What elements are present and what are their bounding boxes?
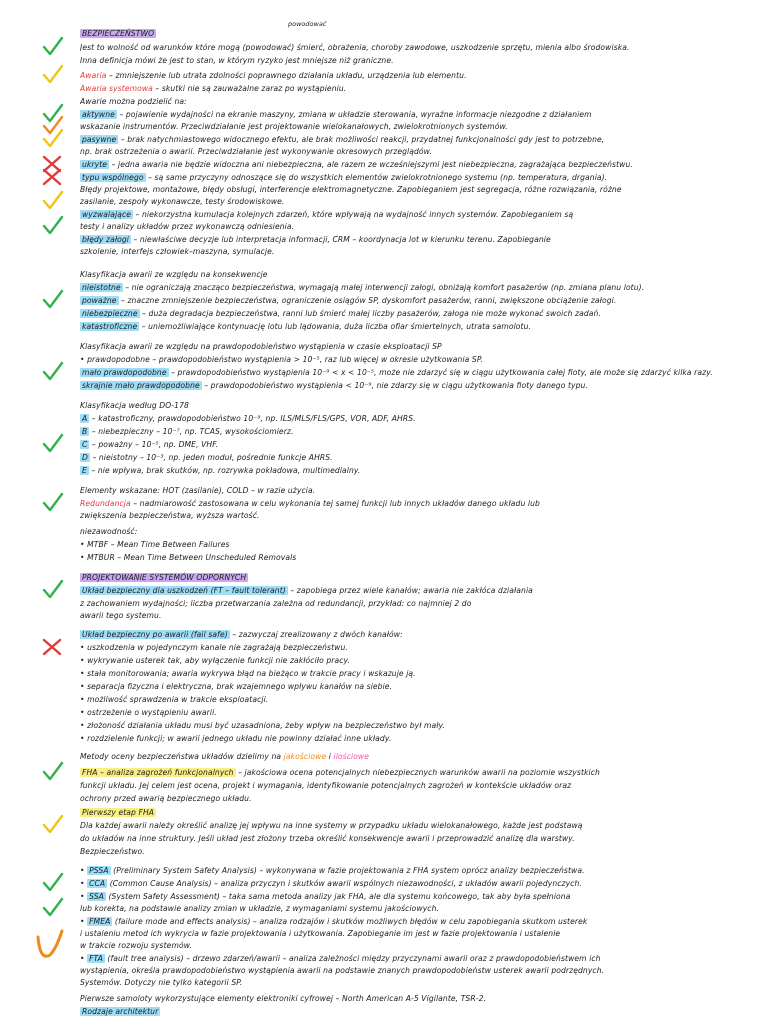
note-text: – jedna awaria nie będzie widoczna ani niebezpieczna, ale razem ze wcześniejszymi jest niebezpieczna, zagrażająca bezpieczeństwu. xyxy=(109,160,633,169)
note-line xyxy=(80,294,750,307)
note-line xyxy=(80,750,750,763)
note-term: np. brak ostrzeżenia o awarii. Przeciwdziałanie jest wykonywanie okresowych przeglądów. xyxy=(80,147,432,156)
note-line xyxy=(80,766,750,779)
note-term: aktywne xyxy=(82,110,115,119)
swoosh-mark-icon xyxy=(38,931,62,956)
note-text: – nieistotny – 10⁻³, np. jeden moduł, pośrednie funkcje AHRS. xyxy=(89,453,333,462)
note-line xyxy=(80,654,750,667)
note-text: – prawdopodobieństwo wystąpienia 10⁻⁹ < x < 10⁻⁵, może nie zdarzyć się w ciągu użytkowania całej floty, ale może się zdarzyć kilka razy. xyxy=(168,368,713,377)
note-term: MTBF – Mean Time Between Failures xyxy=(87,540,230,549)
note-term: katastroficzne xyxy=(82,322,138,331)
note-line xyxy=(80,464,750,477)
note-term: wskazanie instrumentów. Przeciwdziałanie jest projektowanie wielokanałowych, zwielokrotnionych systemów. xyxy=(80,122,508,131)
note-text: i xyxy=(326,752,334,761)
note-line xyxy=(80,220,750,233)
note-term: Pierwszy etap FHA xyxy=(82,808,155,817)
check-mark-icon xyxy=(44,363,62,379)
check-mark-icon xyxy=(44,291,62,307)
note-term: lub korekta, na podstawie analizy zmian w układzie, z wymaganiami systemu jakościowych. xyxy=(80,904,440,913)
bullet-mark: • xyxy=(80,682,88,691)
check-mark-icon xyxy=(44,117,62,133)
check-mark-icon xyxy=(44,874,62,890)
note-line xyxy=(80,939,750,952)
note-text: – nadmiarowość zastosowana w celu wykonania tej samej funkcji lub innych układów danego układu lub xyxy=(130,499,540,508)
note-line xyxy=(80,902,750,915)
note-line xyxy=(80,120,750,133)
note-text: – zazwyczaj zrealizowany z dwóch kanałów: xyxy=(229,630,403,639)
note-text: – brak natychmiastowego widocznego efektu, ale brak możliwości reakcji, przydatnej funkcjonalności gdy jest to potrzebne, xyxy=(118,135,605,144)
note-line xyxy=(80,451,750,464)
note-text: – prawdopodobieństwo wystąpienia < 10⁻⁹, nie zdarzy się w ciągu użytkowania floty danego typu. xyxy=(201,381,588,390)
note-line xyxy=(80,719,750,732)
note-term: Awaria systemowa xyxy=(80,84,153,93)
note-term: Klasyfikacja awarii ze względu na konsekwencje xyxy=(80,270,268,279)
note-line xyxy=(80,438,750,451)
note-term: testy i analizy układów przez wykonawczą odniesienia. xyxy=(80,222,295,231)
check-mark-icon xyxy=(44,66,62,82)
note-term: CCA xyxy=(89,879,106,888)
note-text: – jakościowa ocena potencjalnych niebezpiecznych warunków awarii na poziomie wszystkich xyxy=(235,768,600,777)
note-term: poważne xyxy=(82,296,117,305)
bullet-mark: • xyxy=(80,708,88,717)
note-line xyxy=(80,680,750,693)
note-line xyxy=(80,158,750,171)
check-mark-icon xyxy=(44,130,62,146)
note-term: prawdopodobne xyxy=(87,355,150,364)
note-term: złożoność działania układu musi być uzasadniona, żeby wpływ na bezpieczeństwo był mały. xyxy=(87,721,446,730)
note-text: (System Safety Assessment) – taka sama metoda analizy jak FHA, ale dla systemu końcowego, tak aby była spełniona xyxy=(105,892,571,901)
note-term: wyzwalające xyxy=(82,210,132,219)
bullet-mark: • xyxy=(80,656,88,665)
note-term: Bezpieczeństwo. xyxy=(80,847,145,856)
note-text: – są same przyczyny odnoszące się do wszystkich elementów zwielokrotnionego systemu (np. temperatura, drgania). xyxy=(145,173,608,182)
note-text: – uniemożliwiające kontynuację lotu lub lądowania, duża liczba ofiar śmiertelnych, utrata samolotu. xyxy=(139,322,532,331)
note-term: ostrzeżenie o wystąpieniu awarii. xyxy=(87,708,217,717)
note-line xyxy=(80,525,750,538)
bullet-mark: • xyxy=(80,553,88,562)
note-line xyxy=(80,551,750,564)
bullet-mark: • xyxy=(80,721,88,730)
note-term: Awaria xyxy=(80,71,107,80)
note-term: Dla każdej awarii należy określić analizę jej wpływu na inne systemy w przypadku układu wielokanałowego, każde jest podstawą xyxy=(80,821,583,830)
note-line xyxy=(80,706,750,719)
note-line xyxy=(80,281,750,294)
note-term: nieistotne xyxy=(82,283,121,292)
note-line xyxy=(80,845,750,858)
note-line xyxy=(80,54,750,67)
note-line xyxy=(80,82,750,95)
note-term: Elementy wskazane: HOT (zasilanie), COLD – w razie użycia. xyxy=(80,486,316,495)
note-text: (failure mode and effects analysis) – analiza rodzajów i skutków możliwych błędów w celu zapobiegania skutkom usterek xyxy=(112,917,588,926)
note-term: wystąpienia, określa prawdopodobieństwo wystąpienia awarii na podstawie znanych prawdopodobieństw usterek awarii podrzędnych. xyxy=(80,966,605,975)
check-mark-icon xyxy=(44,217,62,233)
note-term: zasilanie, zespoły wykonawcze, testy środowiskowe. xyxy=(80,197,285,206)
note-term: Klasyfikacja awarii ze względu na prawdopodobieństwo wystąpienia w czasie eksploatacji SP xyxy=(80,342,442,351)
note-line xyxy=(80,353,750,366)
note-term: rozdzielenie funkcji; w awarii jednego układu nie powinny działać inne układy. xyxy=(87,734,392,743)
cross-mark-icon xyxy=(44,157,60,171)
note-text: – niebezpieczny – 10⁻⁷, np. TCAS, wysokościomierz. xyxy=(89,427,294,436)
note-term: Układ bezpieczny po awarii (fail safe) xyxy=(82,630,228,639)
note-term: awarii tego systemu. xyxy=(80,611,162,620)
note-term: Systemów. Dotyczy nie tylko kategorii SP. xyxy=(80,978,243,987)
note-text: – zapobiega przez wiele kanałów; awaria nie zakłóca działania xyxy=(287,586,533,595)
note-term: SSA xyxy=(89,892,104,901)
note-colored-word: ilościowe xyxy=(333,752,370,761)
note-term: ochrony przed awarią bezpiecznego układu. xyxy=(80,794,252,803)
note-line xyxy=(80,819,750,832)
note-text: (Common Cause Analysis) – analiza przyczyn i skutków awarii wspólnych niezawodności, z układów awarii pojedynczych. xyxy=(107,879,582,888)
note-term: niezawodność: xyxy=(80,527,138,536)
check-mark-icon xyxy=(44,581,62,597)
note-line xyxy=(80,95,750,108)
note-line xyxy=(80,245,750,258)
note-term: mało prawdopodobne xyxy=(82,368,167,377)
bullet-mark: • xyxy=(80,917,88,926)
note-text: – katastroficzny, prawdopodobieństwo 10⁻⁹, np. ILS/MLS/FLS/GPS, VOR, ADF, AHRS. xyxy=(89,414,416,423)
note-term: Układ bezpieczny dla uszkodzeń (FT – fault tolerant) xyxy=(82,586,286,595)
note-term: separacja fizyczna i elektryczna, brak wzajemnego wpływu kanałów na siebie. xyxy=(87,682,393,691)
note-text: – nie ograniczają znacząco bezpieczeństwa, wymagają małej interwencji załogi, obniżają komfort pasażerów (np. zmiana planu lotu). xyxy=(122,283,645,292)
note-term: skrajnie mało prawdopodobne xyxy=(82,381,200,390)
note-term: wykrywanie usterek tak, aby wyłączenie funkcji nie zakłóciło pracy. xyxy=(87,656,351,665)
note-term: FTA xyxy=(89,954,103,963)
note-line xyxy=(80,195,750,208)
note-term: uszkodzenia w pojedynczym kanale nie zagrażają bezpieczeństwu. xyxy=(87,643,348,652)
note-term: błędy załogi xyxy=(82,235,129,244)
note-line xyxy=(80,69,750,82)
note-line xyxy=(80,268,750,281)
note-text: – duża degradacja bezpieczeństwa, ranni lub śmierć małej liczby pasażerów, załoga nie może wykonać swoich zadań. xyxy=(139,309,601,318)
note-term: typu wspólnego xyxy=(82,173,144,182)
note-text: – prawdopodobieństwo wystąpienia > 10⁻⁵, raz lub więcej w okresie użytkowania SP. xyxy=(149,355,484,364)
note-line xyxy=(80,667,750,680)
note-term: Pierwsze samoloty wykorzystujące elementy elektroniki cyfrowej – North American A-5 Vigilante, TSR-2. xyxy=(80,994,487,1003)
note-term: MTBUR – Mean Time Between Unscheduled Removals xyxy=(87,553,297,562)
note-line xyxy=(80,992,750,1005)
bullet-mark: • xyxy=(80,734,88,743)
note-line xyxy=(80,976,750,989)
note-term: możliwość sprawdzenia w trakcie eksploatacji. xyxy=(87,695,269,704)
note-term: niebezpieczne xyxy=(82,309,138,318)
inserted-word-note: powodować xyxy=(288,20,327,28)
note-term: PSSA xyxy=(89,866,109,875)
bullet-mark: • xyxy=(80,669,88,678)
note-line xyxy=(80,366,750,379)
note-term: zwiększenia bezpieczeństwa, wyższa wartość. xyxy=(80,511,260,520)
note-line xyxy=(80,571,750,584)
note-term: z zachowaniem wydajności; liczba przetwarzania zależna od redundancji, przykład: co najmniej 2 do xyxy=(80,599,472,608)
note-line xyxy=(80,509,750,522)
note-term: i ustaleniu metod ich wykrycia w fazie projektowania i użytkowania. Zapobieganie im jest w fazie projektowania i ustalenie xyxy=(80,929,561,938)
note-term: do układów na inne struktury. Jeśli układ jest złożony trzeba określić konsekwencje awarii i przeprowadzić analizę dla warstwy. xyxy=(80,834,575,843)
note-line xyxy=(80,41,750,54)
note-term: D xyxy=(82,453,88,462)
check-mark-icon xyxy=(44,435,62,451)
note-term: Metody oceny bezpieczeństwa układów dzielimy na xyxy=(80,752,282,761)
bullet-mark: • xyxy=(80,879,88,888)
bullet-mark: • xyxy=(80,866,88,875)
note-term: pasywne xyxy=(82,135,117,144)
cross-mark-icon xyxy=(44,170,60,184)
note-line xyxy=(80,628,750,641)
note-term: Inna definicja mówi że jest to stan, w którym ryzyko jest mniejsze niż graniczne. xyxy=(80,56,394,65)
note-text: – nie wpływa, brak skutków, np. rozrywka pokładowa, multimedialny. xyxy=(88,466,361,475)
note-term: E xyxy=(82,466,87,475)
note-term: ukryte xyxy=(82,160,108,169)
note-line xyxy=(80,609,750,622)
note-line xyxy=(80,340,750,353)
note-term: BEZPIECZEŃSTWO xyxy=(82,29,155,38)
check-mark-icon xyxy=(44,816,62,832)
note-line xyxy=(80,732,750,745)
note-line xyxy=(80,641,750,654)
note-term: stała monitorowania; awaria wykrywa błąd na bieżąco w trakcie pracy i wskazuje ją. xyxy=(87,669,416,678)
note-line xyxy=(80,412,750,425)
note-term: Rodzaje architektur xyxy=(82,1007,159,1016)
note-term: Błędy projektowe, montażowe, błędy obsługi, interferencje elektromagnetyczne. Zapobieganiem jest segregacja, różne rozwiązania, różne xyxy=(80,185,622,194)
note-text: – znaczne zmniejszenie bezpieczeństwa, ograniczenie osiągów SP, dyskomfort pasażerów, ranni, zwiększone obciążenie załogi. xyxy=(118,296,617,305)
note-line xyxy=(80,877,750,890)
note-line xyxy=(80,806,750,819)
note-line xyxy=(80,27,750,40)
note-text: (fault tree analysis) – drzewo zdarzeń/awarii – analiza zależności między przyczynami awarii oraz z prawdopodobieństwem ich xyxy=(104,954,601,963)
note-term: B xyxy=(82,427,88,436)
note-line xyxy=(80,425,750,438)
note-line xyxy=(80,864,750,877)
note-line xyxy=(80,1005,750,1018)
check-mark-icon xyxy=(44,494,62,510)
note-term: szkolenie, interfejs człowiek–maszyna, symulacje. xyxy=(80,247,275,256)
note-line xyxy=(80,832,750,845)
note-line xyxy=(80,379,750,392)
cross-mark-icon xyxy=(44,640,60,654)
note-line xyxy=(80,399,750,412)
check-mark-icon xyxy=(44,105,62,121)
check-mark-icon xyxy=(44,192,62,208)
note-text: – poważny – 10⁻⁵, np. DME, VHF. xyxy=(89,440,219,449)
bullet-mark: • xyxy=(80,540,88,549)
note-term: FMEA xyxy=(89,917,111,926)
note-term: Klasyfikacja według DO-178 xyxy=(80,401,189,410)
note-term: Jest to wolność od warunków które mogą (powodować) śmierć, obrażenia, choroby zawodowe, uszkodzenie sprzętu, mienia albo środowiska. xyxy=(80,43,630,52)
bullet-mark: • xyxy=(80,355,88,364)
note-colored-word: jakościowe xyxy=(281,752,327,761)
note-line xyxy=(80,320,750,333)
note-text: – niekorzystna kumulacja kolejnych zdarzeń, które wpływają na wydajność innych systemów. Zapobieganiem są xyxy=(133,210,574,219)
note-term: FHA – analiza zagrożeń funkcjonalnych xyxy=(82,768,234,777)
note-line xyxy=(80,792,750,805)
note-term: funkcji układu. Jej celem jest ocena, projekt i wymagania, identyfikowanie potencjalnych zagrożeń w kontekście układów oraz xyxy=(80,781,572,790)
note-line xyxy=(80,538,750,551)
note-term: Redundancja xyxy=(80,499,131,508)
bullet-mark: • xyxy=(80,892,88,901)
note-term: PROJEKTOWANIE SYSTEMÓW ODPORNYCH xyxy=(82,573,247,582)
note-term: w trakcie rozwoju systemów. xyxy=(80,941,193,950)
check-mark-icon xyxy=(44,38,62,54)
note-text: – niewłaściwe decyzje lub interpretacja informacji, CRM – koordynacja lot w kierunku terenu. Zapobieganie xyxy=(131,235,551,244)
note-text: – skutki nie są zauważalne zaraz po wystąpieniu. xyxy=(152,84,347,93)
note-term: Awarie można podzielić na: xyxy=(80,97,187,106)
note-line xyxy=(80,779,750,792)
note-line xyxy=(80,584,750,597)
check-mark-icon xyxy=(44,763,62,779)
note-line xyxy=(80,484,750,497)
note-term: A xyxy=(82,414,88,423)
bullet-mark: • xyxy=(80,695,88,704)
note-text: – pojawienie wydajności na ekranie maszyny, zmiana w układzie sterowania, wyraźne informacje niezgodne z działaniem xyxy=(116,110,592,119)
note-term: C xyxy=(82,440,88,449)
note-line xyxy=(80,145,750,158)
note-text: (Preliminary System Safety Analysis) – wykonywana w fazie projektowania z FHA system oprócz analizy bezpieczeństwa. xyxy=(110,866,585,875)
note-text: – zmniejszenie lub utrata zdolności poprawnego działania układu, urządzenia lub elementu. xyxy=(106,71,467,80)
check-mark-icon xyxy=(44,899,62,915)
note-line xyxy=(80,307,750,320)
note-line xyxy=(80,693,750,706)
bullet-mark: • xyxy=(80,954,88,963)
bullet-mark: • xyxy=(80,643,88,652)
